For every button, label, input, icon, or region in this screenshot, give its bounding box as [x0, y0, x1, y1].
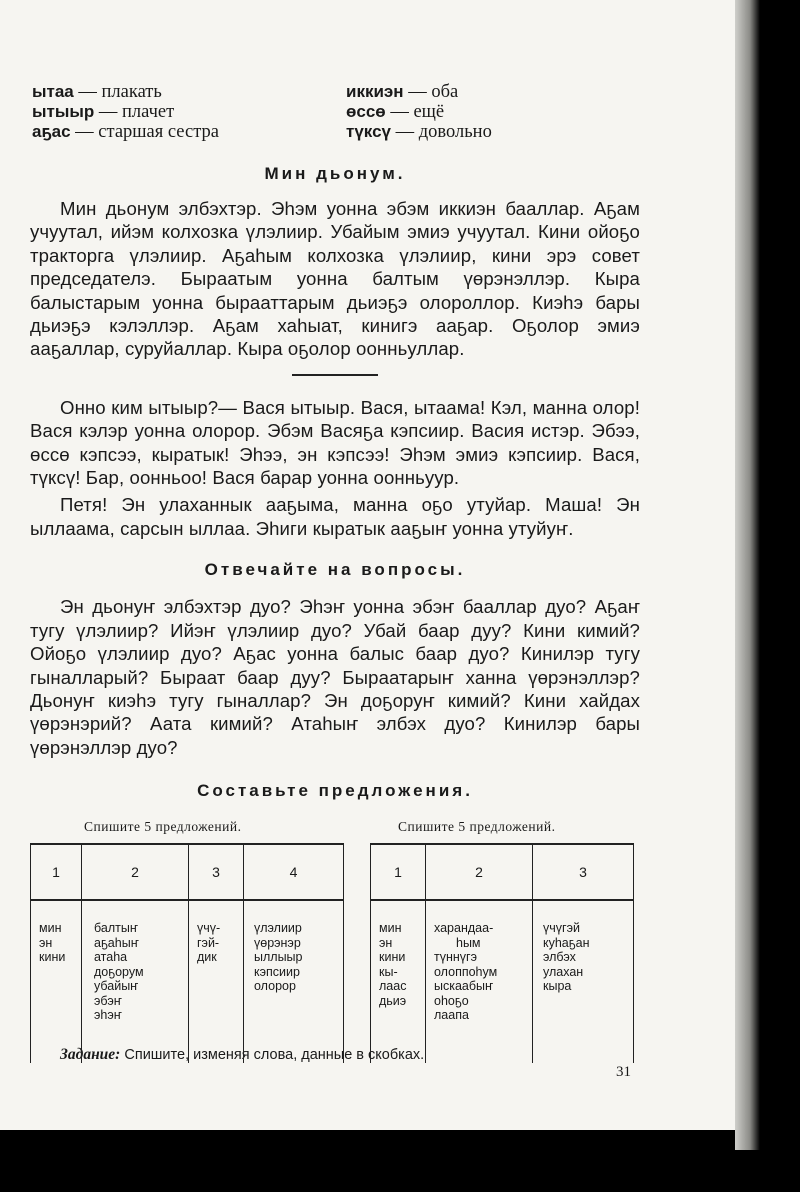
- section-divider: [292, 374, 378, 376]
- table-row: [31, 900, 344, 1063]
- cell-word: эбэҥ: [94, 993, 122, 1008]
- table1-caption: Спишите 5 предложений.: [84, 819, 242, 835]
- cell-word: эһэҥ: [94, 1008, 122, 1023]
- cell-word: үчүгэй: [543, 921, 580, 936]
- cell-word: үлэлиир: [254, 921, 302, 936]
- vocab-word: иккиэн: [346, 82, 404, 101]
- cell-word: үөрэнэр: [254, 935, 301, 950]
- cell-word: эн: [39, 935, 53, 950]
- paragraph-my-family: Мин дьонум элбэхтэр. Эһэм уонна эбэм иккиэн бааллар. Аҕам учуутал, ийэм колхозка үлэлиир. Убайым эмиэ учуутал. Кини ойоҕо тракторга үлэлиир. Аҕаһым колхозка үлэлиир, кини эрэ совет председателэ. Быраатым уонна балтым үөрэнэллэр. Кыра балыстарым уонна бырааттарым дьиэҕэ олороллор. Киэһэ бары дьиэҕэ кэлэллэр. Аҕам хаһыат, кинигэ ааҕар. Оҕолор эмиэ ааҕаллар, суруйаллар. Кыра оҕолор оонньуллар.: [30, 198, 640, 360]
- sentence-tables: [30, 819, 640, 1049]
- sentence-table-2: [370, 843, 634, 1063]
- cell-word: лаапа: [434, 1008, 469, 1023]
- cell-word: кини: [39, 950, 66, 965]
- vocab-word: ытаа: [32, 82, 74, 101]
- table-header-cell: 1: [31, 844, 82, 900]
- task-text: Спишите, изменяя слова, данные в скобках.: [124, 1047, 425, 1064]
- vocab-translation: — плакать: [78, 82, 162, 102]
- vocab-translation: — старшая сестра: [75, 122, 219, 142]
- vocab-word: аҕас: [32, 122, 71, 141]
- vocab-entry: [32, 102, 219, 122]
- cell-word: кыра: [543, 979, 572, 994]
- cell-word: улахан: [543, 964, 584, 979]
- cell-word: харандаа-: [434, 921, 494, 936]
- cell-word: эн: [379, 935, 393, 950]
- cell-word: түннүгэ: [434, 950, 477, 965]
- cell-word: мин: [379, 921, 402, 936]
- paragraph-questions: Эн дьонуҥ элбэхтэр дуо? Эһэҥ уонна эбэҥ бааллар дуо? Аҕаҥ тугу үлэлиир? Ийэҥ үлэлиир дуо? Убай баар дуу? Кини кимий? Ойоҕо үлэлиир дуо? Аҕас уонна балыс баар дуо? Кинилэр тугу гыналларый? Быраат баар дуу? Быраатарыҥ ханна үөрэнэллэр? Дьонуҥ киэһэ тугу гыналлар? Эн доҕоруҥ кимий? Кини хайдах үөрэнэрий? Аата кимий? Атаһыҥ элбэх дуо? Кинилэр бары үөрэнэллэр дуо?: [30, 596, 640, 758]
- vocab-translation: — ещё: [390, 102, 445, 122]
- cell-word: кини: [379, 950, 406, 965]
- vocab-translation: — плачет: [98, 102, 175, 122]
- cell-word: кэпсиир: [254, 964, 300, 979]
- cell-word: аҕаһыҥ: [94, 935, 139, 950]
- page-edge-shadow: [735, 0, 760, 1150]
- table-header-row: [31, 844, 344, 900]
- cell-word: һым: [456, 935, 481, 950]
- vocab-translation: — довольно: [395, 122, 492, 142]
- cell-word: үчү-: [197, 921, 221, 936]
- cell-word: убайыҥ: [94, 979, 139, 994]
- table-cell: [371, 900, 426, 1063]
- table-cell: [426, 900, 533, 1063]
- cell-word: дьиэ: [379, 993, 407, 1008]
- cell-word: оһоҕо: [434, 993, 469, 1008]
- vocab-word: ытыыр: [32, 102, 95, 121]
- table-cell: [189, 900, 244, 1063]
- table-header-row: [371, 844, 634, 900]
- vocab-translation: — оба: [408, 82, 459, 102]
- vocab-entry: [32, 82, 219, 102]
- paragraph-vasya: Онно ким ытыыр?— Вася ытыыр. Вася, ытаама! Кэл, манна олор! Вася кэлэр уонна олорор. Эбэм Васяҕа кэпсиир. Васия истэр. Эбээ, өссө кэпсээ, кыратык! Эһээ, эн кэпсээ! Эһэм эмиэ кэпсиир. Вася, түксү! Бар, оонньоо! Вася барар уонна оонньуур.: [30, 396, 640, 489]
- vocab-word: өссө: [346, 102, 386, 121]
- vocabulary-left-column: [32, 82, 219, 142]
- cell-word: олорор: [254, 979, 296, 994]
- cell-word: мин: [39, 921, 62, 936]
- section-title-answer-questions: Отвечайте на вопросы.: [204, 560, 466, 580]
- cell-word: дик: [197, 950, 217, 965]
- table-header-cell: 3: [189, 844, 244, 900]
- cell-word: лаас: [379, 979, 407, 994]
- table-cell: [82, 900, 189, 1063]
- page-content: [30, 82, 640, 1064]
- table-header-cell: 1: [371, 844, 426, 900]
- vocab-entry: [346, 122, 492, 142]
- table-cell: [31, 900, 82, 1063]
- sentence-table-1: [30, 843, 344, 1063]
- vocabulary-right-column: [346, 82, 492, 142]
- table-header-cell: 4: [244, 844, 344, 900]
- table-header-cell: 2: [82, 844, 189, 900]
- cell-word: олоппоһум: [434, 964, 498, 979]
- cell-word: балтыҥ: [94, 921, 138, 936]
- cell-word: куһаҕан: [543, 935, 590, 950]
- table-header-cell: 2: [426, 844, 533, 900]
- cell-word: ыллыыр: [254, 950, 303, 965]
- cell-word: ыскаабыҥ: [434, 979, 494, 994]
- cell-word: доҕорум: [94, 964, 144, 979]
- table-cell: [244, 900, 344, 1063]
- paragraph-petya: Петя! Эн улаханнык ааҕыма, манна оҕо утуйар. Маша! Эн ыллаама, сарсын ыллаа. Эһиги кыратык ааҕыҥ уонна утуйуҥ.: [30, 494, 640, 539]
- table-header-cell: 3: [533, 844, 634, 900]
- vocab-entry: [346, 82, 492, 102]
- table-cell: [533, 900, 634, 1063]
- cell-word: гэй-: [197, 935, 220, 950]
- vocabulary-list: [30, 82, 640, 146]
- vocab-word: түксү: [346, 122, 391, 141]
- section-title-my-family: Мин дьонум.: [264, 164, 406, 183]
- cell-word: атаһа: [94, 950, 128, 965]
- table2-caption: Спишите 5 предложений.: [398, 819, 556, 835]
- cell-word: элбэх: [543, 950, 576, 965]
- cell-word: кы-: [379, 964, 398, 979]
- page-number: 31: [616, 1064, 631, 1080]
- task-label: Задание:: [60, 1046, 121, 1064]
- vocab-entry: [32, 122, 219, 142]
- table-row: [371, 900, 634, 1063]
- section-title-make-sentences: Составьте предложения.: [197, 781, 473, 801]
- vocab-entry: [346, 102, 492, 122]
